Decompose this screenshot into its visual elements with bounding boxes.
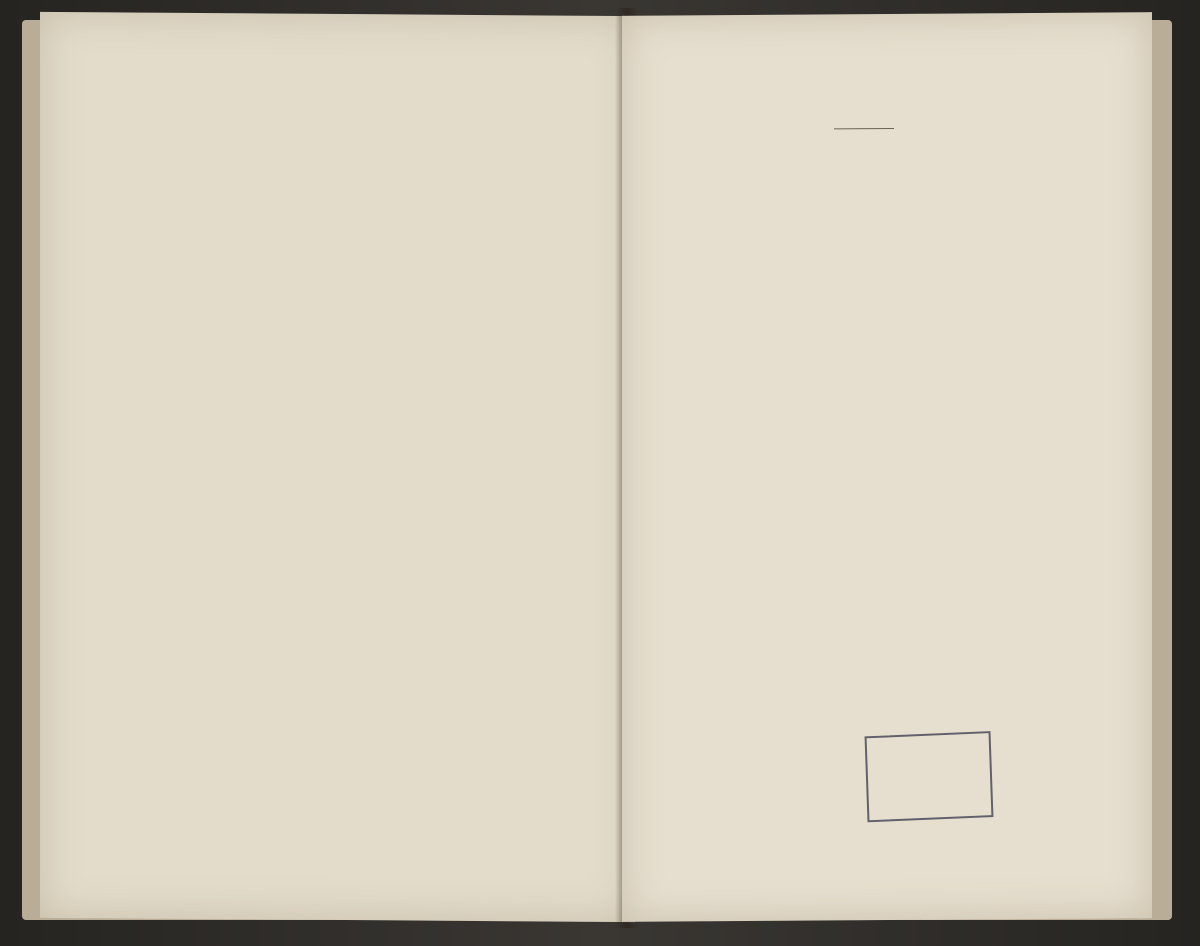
left-page-content — [40, 12, 635, 922]
right-sections — [648, 73, 1080, 76]
left-sections — [144, 50, 589, 53]
left-page — [40, 12, 635, 922]
page-column-header — [144, 49, 589, 52]
right-page — [622, 12, 1152, 922]
end-rule — [834, 128, 894, 129]
top-entries — [144, 50, 589, 53]
library-stamp — [865, 731, 994, 822]
